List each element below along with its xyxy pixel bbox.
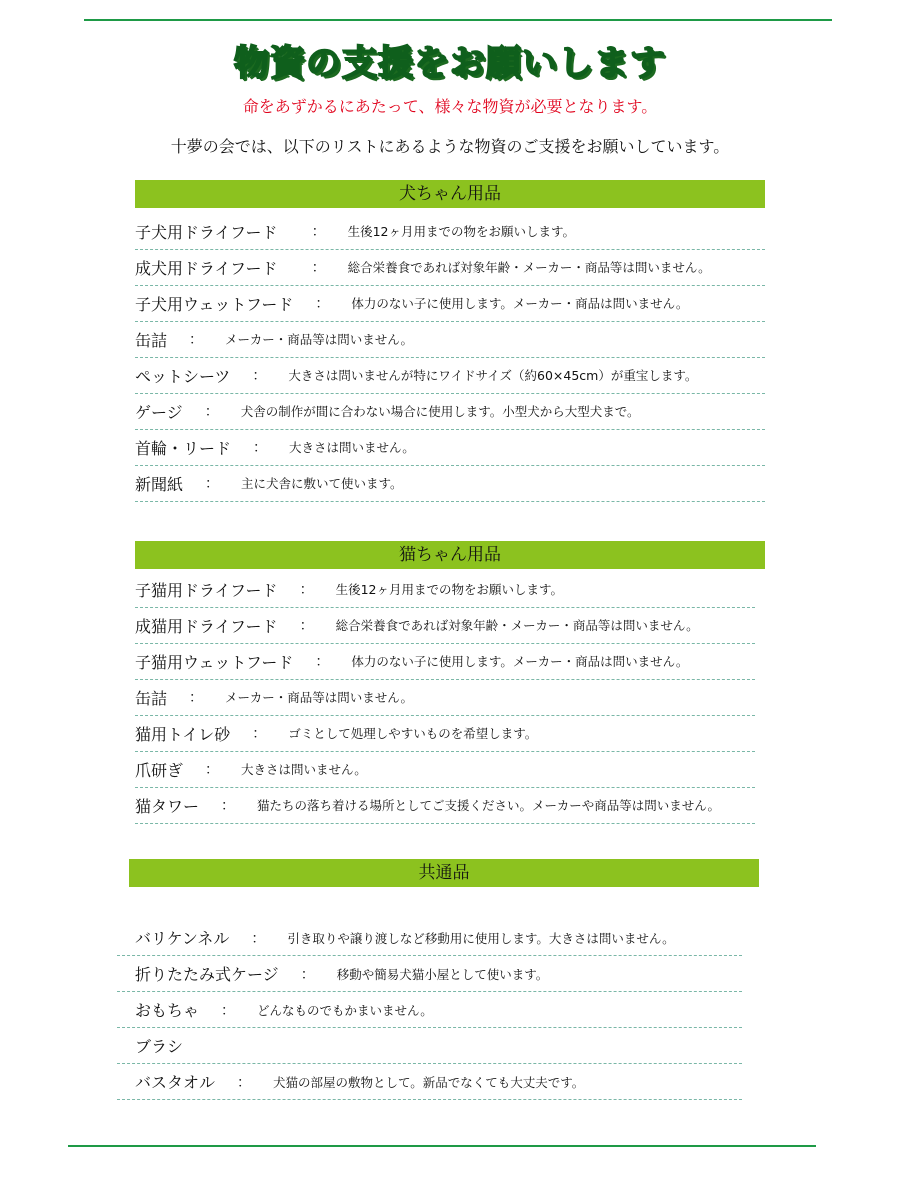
item-name: 新聞紙 [135,474,184,494]
item-separator: ： [252,368,267,384]
item-name: ブラシ [135,1037,184,1056]
item-description: 主に犬舎に敷いて使います。 [241,476,403,491]
item-name: 子猫用ドライフード [135,580,278,600]
top-rule [84,19,832,21]
list-item [135,357,765,394]
item-name: 缶詰 [135,688,168,708]
list-item [135,643,755,680]
item-description: メーカー・商品等は問いません。 [225,690,414,705]
item-name: おもちゃ [135,1001,200,1020]
item-name: 子犬用ウェットフード [135,294,294,314]
list-item [135,465,765,502]
list-item [135,285,765,322]
intro-text: 十夢の会では、以下のリストにあるような物資のご支援をお願いしています。 [170,137,730,156]
item-name: 缶詰 [135,330,168,350]
item-name: 猫タワー [135,796,200,816]
item-separator: ： [252,726,267,742]
item-description: 総合栄養食であれば対象年齢・メーカー・商品等は問いません。 [347,260,711,275]
item-description: 猫たちの落ち着ける場所としてご支援ください。メーカーや商品等は問いません。 [257,798,721,813]
item-name: 子犬用ドライフード [135,222,278,242]
cat-section-header: 猫ちゃん用品 [135,541,765,569]
item-description: 体力のない子に使用します。メーカー・商品は問いません。 [351,296,689,311]
page-subtitle: 命をあずかるにあたって、様々な物資が必要となります。 [242,97,658,116]
list-item [135,321,765,358]
item-separator: ： [299,618,314,634]
item-separator: ： [299,582,314,598]
list-item [135,607,755,644]
item-separator: ： [189,332,204,348]
item-description: 生後12ヶ月用までの物をお願いします。 [335,582,563,597]
item-separator: ： [189,690,204,706]
bottom-rule [68,1145,816,1147]
item-name: ペットシーツ [135,366,231,386]
item-separator: ： [205,762,220,778]
list-item [117,956,742,992]
list-item [117,992,742,1028]
item-description: 体力のない子に使用します。メーカー・商品は問いません。 [351,654,689,669]
list-item [135,751,755,788]
page-title: 物資の支援をお願いします [233,44,666,84]
item-name: 成猫用ドライフード [135,616,278,636]
item-name: 猫用トイレ砂 [135,724,231,744]
item-description: 移動や簡易犬猫小屋として使います。 [336,966,549,982]
item-name: 爪研ぎ [135,760,184,780]
item-name: バリケンネル [135,929,230,948]
list-item [117,1028,742,1064]
item-separator: ： [221,1002,236,1019]
item-name: 成犬用ドライフード [135,258,278,278]
item-description: 犬猫の部屋の敷物として。新品でなくても大丈夫です。 [273,1074,585,1090]
item-separator: ： [204,404,219,420]
item-name: 首輪・リード [135,438,232,458]
item-description: 大きさは問いませんが特にワイドサイズ（約60×45cm）が重宝します。 [288,368,698,383]
item-separator: ： [251,930,266,947]
item-description: ゴミとして処理しやすいものを希望します。 [288,726,538,741]
list-item [135,679,755,716]
list-item [135,213,765,250]
item-name: 子猫用ウェットフード [135,652,294,672]
list-item [135,571,755,608]
item-separator: ： [311,224,326,240]
item-separator: ： [315,296,330,312]
list-item [135,787,755,824]
item-description: 大きさは問いません。 [289,440,415,455]
item-separator: ： [253,440,268,456]
item-name: 折りたたみ式ケージ [135,965,279,984]
item-separator: ： [311,260,326,276]
list-item [135,249,765,286]
list-item [135,393,765,430]
item-separator: ： [221,798,236,814]
item-name: バスタオル [135,1073,216,1092]
item-description: 犬舎の制作が間に合わない場合に使用します。小型犬から大型犬まで。 [240,404,640,419]
item-separator: ： [300,966,315,983]
item-description: 引き取りや譲り渡しなど移動用に使用します。大きさは問いません。 [287,930,675,946]
item-name: ゲージ [135,402,183,422]
dog-section-header: 犬ちゃん用品 [135,180,765,208]
item-description: 大きさは問いません。 [241,762,367,777]
item-description: メーカー・商品等は問いません。 [225,332,414,347]
item-separator: ： [237,1074,252,1091]
item-separator: ： [315,654,330,670]
item-separator: ： [205,476,220,492]
item-description: 生後12ヶ月用までの物をお願いします。 [347,224,575,239]
list-item [135,715,755,752]
common-section-header: 共通品 [129,859,759,887]
item-description: どんなものでもかまいません。 [257,1002,433,1018]
item-description: 総合栄養食であれば対象年齢・メーカー・商品等は問いません。 [335,618,699,633]
list-item [117,1064,742,1100]
list-item [135,429,765,466]
list-item [117,920,742,956]
